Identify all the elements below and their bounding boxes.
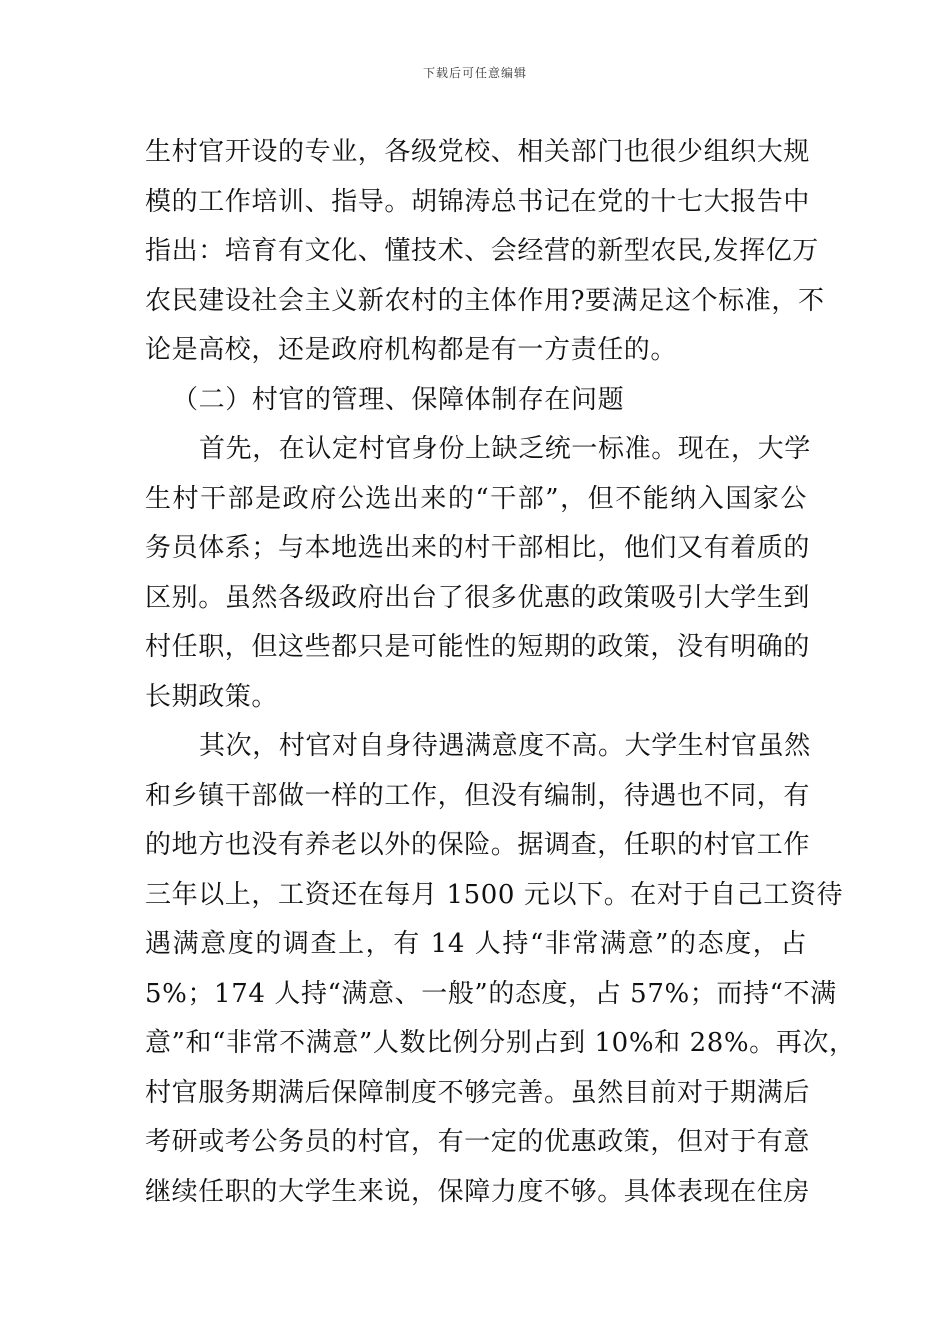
body-line: 遇满意度的调查上，有 14 人持“非常满意”的态度，占 bbox=[145, 929, 807, 959]
body-line: 5%；174 人持“满意、一般”的态度，占 57%；而持“不满 bbox=[145, 978, 837, 1009]
body-line: 务员体系；与本地选出来的村干部相比，他们又有着质的 bbox=[145, 533, 811, 563]
body-line: 论是高校，还是政府机构都是有一方责任的。 bbox=[145, 335, 678, 365]
body-line: 首先，在认定村官身份上缺乏统一标准。现在，大学 bbox=[199, 434, 811, 464]
body-line: 指出：培育有文化、懂技术、会经营的新型农民,发挥亿万 bbox=[145, 236, 819, 266]
body-line: 村任职，但这些都只是可能性的短期的政策，没有明确的 bbox=[145, 632, 811, 662]
body-line: 继续任职的大学生来说，保障力度不够。具体表现在住房 bbox=[145, 1176, 811, 1207]
body-line: 的地方也没有养老以外的保险。据调查，任职的村官工作 bbox=[145, 830, 811, 860]
body-line: 意”和“非常不满意”人数比例分别占到 10%和 28%。再次， bbox=[145, 1028, 856, 1058]
body-line: 村官服务期满后保障制度不够完善。虽然目前对于期满后 bbox=[145, 1077, 811, 1108]
section-heading: （二）村官的管理、保障体制存在问题 bbox=[172, 384, 625, 415]
document-body bbox=[145, 128, 856, 1217]
body-line: 长期政策。 bbox=[145, 681, 279, 712]
page-header: 下载后可任意编辑 bbox=[422, 66, 527, 80]
body-line: 生村官开设的专业，各级党校、相关部门也很少组织大规 bbox=[145, 137, 811, 167]
body-line: 区别。虽然各级政府出台了很多优惠的政策吸引大学生到 bbox=[145, 582, 811, 613]
body-line: 其次，村官对自身待遇满意度不高。大学生村官虽然 bbox=[199, 731, 811, 761]
body-line: 考研或考公务员的村官，有一定的优惠政策，但对于有意 bbox=[145, 1127, 811, 1157]
body-line: 三年以上，工资还在每月 1500 元以下。在对于自己工资待 bbox=[145, 879, 844, 910]
body-line: 模的工作培训、指导。胡锦涛总书记在党的十七大报告中 bbox=[145, 186, 811, 217]
body-line: 生村干部是政府公选出来的“干部”，但不能纳入国家公 bbox=[145, 483, 807, 514]
body-line: 和乡镇干部做一样的工作，但没有编制，待遇也不同，有 bbox=[145, 780, 811, 811]
body-line: 农民建设社会主义新农村的主体作用?要满足这个标准，不 bbox=[145, 285, 825, 316]
